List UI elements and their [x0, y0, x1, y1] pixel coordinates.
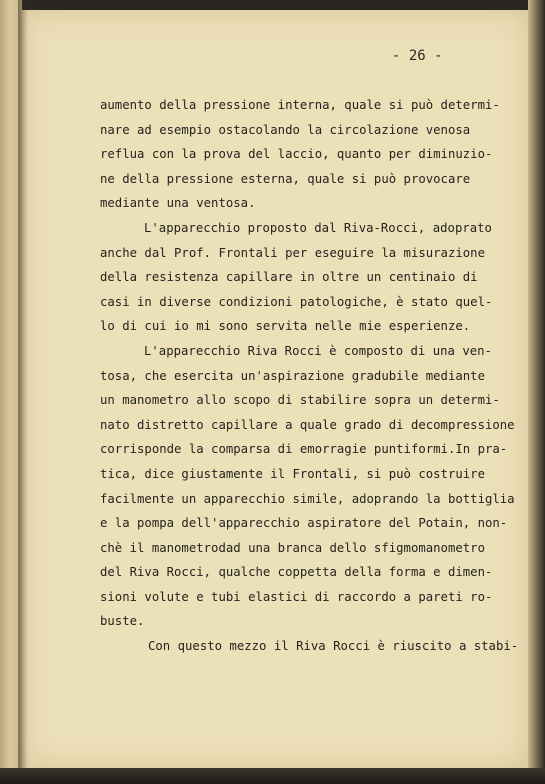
text-line: della resistenza capillare in oltre un centinaio di: [100, 270, 478, 285]
body-text: [100, 93, 520, 659]
spine-shadow: [18, 0, 28, 784]
text-line: del Riva Rocci, qualche coppetta della forma e dimen-: [100, 565, 493, 580]
text-line: reflua con la prova del laccio, quanto per diminuzio-: [100, 147, 493, 162]
page-number: - 26 -: [392, 48, 443, 64]
text-line: buste.: [100, 614, 145, 629]
text-line: facilmente un apparecchio simile, adoprando la bottiglia: [100, 491, 515, 506]
text-line: aumento della pressione interna, quale si può determi-: [100, 98, 500, 112]
page-right-edge: [528, 0, 545, 784]
text-line: mediante una ventosa.: [100, 196, 256, 211]
text-line: e la pompa dell'apparecchio aspiratore del Potain, non-: [100, 516, 508, 531]
text-line: anche dal Prof. Frontali per eseguire la misurazione: [100, 245, 485, 260]
text-line: un manometro allo scopo di stabilire sopra un determi-: [100, 393, 500, 408]
text-line: sioni volute e tubi elastici di raccordo a pareti ro-: [100, 589, 493, 604]
text-line: chè il manometrodad una branca dello sfigmomanometro: [100, 540, 485, 555]
text-line: tica, dice giustamente il Frontali, si può costruire: [100, 466, 485, 481]
bottom-edge: [0, 768, 545, 784]
text-line: corrisponde la comparsa di emorragie puntiformi.In pra-: [100, 442, 508, 457]
text-line: tosa, che esercita un'aspirazione gradubile mediante: [100, 368, 485, 383]
text-line: ne della pressione esterna, quale si può provocare: [100, 171, 471, 186]
text-line: nare ad esempio ostacolando la circolazione venosa: [100, 122, 471, 137]
text-line: lo di cui io mi sono servita nelle mie esperienze.: [100, 319, 471, 334]
text-line: casi in diverse condizioni patologiche, è stato quel-: [100, 294, 493, 309]
text-line: Con questo mezzo il Riva Rocci è riuscito a stabi-: [148, 639, 519, 654]
text-line: nato distretto capillare a quale grado di decompressione: [100, 417, 515, 432]
text-line: L'apparecchio Riva Rocci è composto di una ven-: [144, 343, 492, 358]
text-line: L'apparecchio proposto dal Riva-Rocci, adoprato: [144, 220, 492, 235]
